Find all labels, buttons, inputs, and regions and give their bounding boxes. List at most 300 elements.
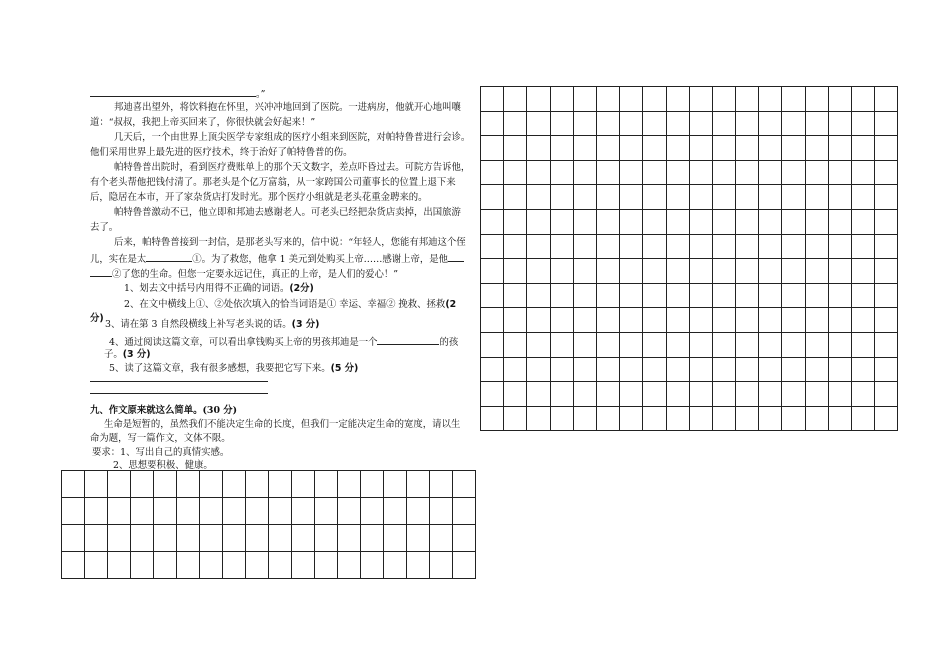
grid-cell[interactable] <box>384 552 407 579</box>
grid-cell[interactable] <box>573 185 596 210</box>
grid-cell[interactable] <box>62 471 85 498</box>
grid-cell[interactable] <box>828 185 851 210</box>
blank-2-start[interactable] <box>448 251 464 262</box>
grid-cell[interactable] <box>453 471 476 498</box>
grid-cell[interactable] <box>292 552 315 579</box>
grid-cell[interactable] <box>852 209 875 234</box>
grid-cell[interactable] <box>154 498 177 525</box>
grid-cell[interactable] <box>712 87 735 112</box>
grid-cell[interactable] <box>736 382 759 407</box>
grid-cell[interactable] <box>177 498 200 525</box>
grid-cell[interactable] <box>875 308 898 333</box>
grid-cell[interactable] <box>108 498 131 525</box>
grid-cell[interactable] <box>481 357 504 382</box>
grid-cell[interactable] <box>504 332 527 357</box>
grid-cell[interactable] <box>620 259 643 284</box>
grid-cell[interactable] <box>504 406 527 431</box>
grid-cell[interactable] <box>504 259 527 284</box>
grid-cell[interactable] <box>689 234 712 259</box>
grid-cell[interactable] <box>805 185 828 210</box>
grid-cell[interactable] <box>689 209 712 234</box>
grid-cell[interactable] <box>177 552 200 579</box>
grid-cell[interactable] <box>550 111 573 136</box>
grid-cell[interactable] <box>643 332 666 357</box>
blank-line[interactable] <box>90 86 256 97</box>
grid-cell[interactable] <box>689 259 712 284</box>
grid-cell[interactable] <box>875 185 898 210</box>
grid-cell[interactable] <box>596 185 619 210</box>
grid-cell[interactable] <box>620 406 643 431</box>
grid-cell[interactable] <box>361 498 384 525</box>
grid-cell[interactable] <box>689 406 712 431</box>
grid-cell[interactable] <box>852 185 875 210</box>
grid-cell[interactable] <box>573 406 596 431</box>
grid-cell[interactable] <box>852 160 875 185</box>
grid-cell[interactable] <box>527 160 550 185</box>
grid-cell[interactable] <box>481 332 504 357</box>
grid-cell[interactable] <box>361 552 384 579</box>
grid-cell[interactable] <box>643 160 666 185</box>
grid-cell[interactable] <box>666 382 689 407</box>
grid-cell[interactable] <box>759 87 782 112</box>
grid-cell[interactable] <box>782 234 805 259</box>
grid-cell[interactable] <box>759 209 782 234</box>
grid-cell[interactable] <box>712 136 735 161</box>
grid-cell[interactable] <box>736 357 759 382</box>
grid-cell[interactable] <box>712 234 735 259</box>
grid-cell[interactable] <box>550 185 573 210</box>
grid-cell[interactable] <box>269 498 292 525</box>
grid-cell[interactable] <box>550 259 573 284</box>
grid-cell[interactable] <box>596 283 619 308</box>
grid-cell[interactable] <box>712 185 735 210</box>
grid-cell[interactable] <box>712 209 735 234</box>
grid-cell[interactable] <box>759 283 782 308</box>
grid-cell[interactable] <box>481 308 504 333</box>
grid-cell[interactable] <box>504 357 527 382</box>
grid-cell[interactable] <box>573 209 596 234</box>
grid-cell[interactable] <box>666 87 689 112</box>
grid-cell[interactable] <box>852 283 875 308</box>
grid-cell[interactable] <box>759 357 782 382</box>
grid-cell[interactable] <box>782 185 805 210</box>
grid-cell[interactable] <box>620 185 643 210</box>
grid-cell[interactable] <box>361 471 384 498</box>
grid-cell[interactable] <box>805 406 828 431</box>
grid-cell[interactable] <box>712 160 735 185</box>
grid-cell[interactable] <box>315 471 338 498</box>
grid-cell[interactable] <box>573 87 596 112</box>
grid-cell[interactable] <box>805 259 828 284</box>
grid-cell[interactable] <box>223 552 246 579</box>
grid-cell[interactable] <box>852 111 875 136</box>
grid-cell[interactable] <box>504 283 527 308</box>
grid-cell[interactable] <box>643 406 666 431</box>
grid-cell[interactable] <box>407 471 430 498</box>
grid-cell[interactable] <box>666 332 689 357</box>
grid-cell[interactable] <box>596 209 619 234</box>
grid-cell[interactable] <box>573 259 596 284</box>
grid-cell[interactable] <box>131 471 154 498</box>
grid-cell[interactable] <box>269 471 292 498</box>
grid-cell[interactable] <box>620 357 643 382</box>
grid-cell[interactable] <box>62 552 85 579</box>
grid-cell[interactable] <box>292 498 315 525</box>
grid-cell[interactable] <box>200 471 223 498</box>
grid-cell[interactable] <box>828 308 851 333</box>
grid-cell[interactable] <box>315 552 338 579</box>
grid-cell[interactable] <box>689 332 712 357</box>
grid-cell[interactable] <box>430 525 453 552</box>
grid-cell[interactable] <box>712 332 735 357</box>
grid-cell[interactable] <box>828 357 851 382</box>
grid-cell[interactable] <box>108 471 131 498</box>
grid-cell[interactable] <box>782 160 805 185</box>
grid-cell[interactable] <box>736 283 759 308</box>
grid-cell[interactable] <box>643 259 666 284</box>
grid-cell[interactable] <box>805 382 828 407</box>
grid-cell[interactable] <box>805 332 828 357</box>
grid-cell[interactable] <box>573 308 596 333</box>
grid-cell[interactable] <box>108 552 131 579</box>
grid-cell[interactable] <box>736 111 759 136</box>
grid-cell[interactable] <box>689 160 712 185</box>
grid-cell[interactable] <box>782 357 805 382</box>
grid-cell[interactable] <box>736 234 759 259</box>
grid-cell[interactable] <box>620 209 643 234</box>
grid-cell[interactable] <box>596 357 619 382</box>
grid-cell[interactable] <box>782 136 805 161</box>
grid-cell[interactable] <box>689 185 712 210</box>
grid-cell[interactable] <box>712 283 735 308</box>
grid-cell[interactable] <box>338 552 361 579</box>
grid-cell[interactable] <box>527 185 550 210</box>
grid-cell[interactable] <box>223 498 246 525</box>
grid-cell[interactable] <box>759 332 782 357</box>
grid-cell[interactable] <box>573 234 596 259</box>
grid-cell[interactable] <box>527 357 550 382</box>
grid-cell[interactable] <box>875 406 898 431</box>
grid-cell[interactable] <box>527 209 550 234</box>
grid-cell[interactable] <box>805 111 828 136</box>
grid-cell[interactable] <box>852 308 875 333</box>
grid-cell[interactable] <box>430 471 453 498</box>
grid-cell[interactable] <box>782 87 805 112</box>
grid-cell[interactable] <box>736 160 759 185</box>
grid-cell[interactable] <box>852 382 875 407</box>
answer-line-2[interactable] <box>90 393 268 394</box>
writing-grid-left[interactable] <box>61 470 476 579</box>
grid-cell[interactable] <box>620 160 643 185</box>
grid-cell[interactable] <box>85 525 108 552</box>
grid-cell[interactable] <box>430 498 453 525</box>
grid-cell[interactable] <box>527 308 550 333</box>
grid-cell[interactable] <box>828 234 851 259</box>
grid-cell[interactable] <box>666 283 689 308</box>
grid-cell[interactable] <box>782 111 805 136</box>
grid-cell[interactable] <box>504 136 527 161</box>
grid-cell[interactable] <box>596 332 619 357</box>
grid-cell[interactable] <box>338 498 361 525</box>
grid-cell[interactable] <box>154 552 177 579</box>
grid-cell[interactable] <box>828 136 851 161</box>
grid-cell[interactable] <box>85 498 108 525</box>
grid-cell[interactable] <box>666 136 689 161</box>
grid-cell[interactable] <box>666 357 689 382</box>
grid-cell[interactable] <box>782 308 805 333</box>
grid-cell[interactable] <box>200 498 223 525</box>
grid-cell[interactable] <box>596 136 619 161</box>
grid-cell[interactable] <box>620 234 643 259</box>
grid-cell[interactable] <box>666 185 689 210</box>
grid-cell[interactable] <box>246 471 269 498</box>
grid-cell[interactable] <box>292 471 315 498</box>
grid-cell[interactable] <box>736 332 759 357</box>
grid-cell[interactable] <box>62 525 85 552</box>
grid-cell[interactable] <box>828 332 851 357</box>
grid-cell[interactable] <box>852 87 875 112</box>
grid-cell[interactable] <box>481 185 504 210</box>
grid-cell[interactable] <box>481 382 504 407</box>
answer-line-1[interactable] <box>90 381 268 382</box>
grid-cell[interactable] <box>759 308 782 333</box>
grid-cell[interactable] <box>504 160 527 185</box>
grid-cell[interactable] <box>852 357 875 382</box>
grid-cell[interactable] <box>453 498 476 525</box>
grid-cell[interactable] <box>805 136 828 161</box>
grid-cell[interactable] <box>712 357 735 382</box>
grid-cell[interactable] <box>481 87 504 112</box>
answer-line-quote[interactable] <box>90 86 265 101</box>
grid-cell[interactable] <box>481 259 504 284</box>
grid-cell[interactable] <box>550 209 573 234</box>
grid-cell[interactable] <box>666 234 689 259</box>
grid-cell[interactable] <box>875 87 898 112</box>
grid-cell[interactable] <box>527 259 550 284</box>
grid-cell[interactable] <box>223 471 246 498</box>
grid-cell[interactable] <box>504 87 527 112</box>
grid-cell[interactable] <box>875 234 898 259</box>
grid-cell[interactable] <box>782 259 805 284</box>
grid-cell[interactable] <box>527 87 550 112</box>
grid-cell[interactable] <box>852 136 875 161</box>
grid-cell[interactable] <box>292 525 315 552</box>
grid-cell[interactable] <box>643 283 666 308</box>
grid-cell[interactable] <box>689 87 712 112</box>
grid-cell[interactable] <box>852 332 875 357</box>
grid-cell[interactable] <box>504 382 527 407</box>
grid-cell[interactable] <box>875 111 898 136</box>
grid-cell[interactable] <box>453 525 476 552</box>
grid-cell[interactable] <box>407 498 430 525</box>
grid-cell[interactable] <box>620 382 643 407</box>
grid-cell[interactable] <box>828 283 851 308</box>
grid-cell[interactable] <box>200 525 223 552</box>
grid-cell[interactable] <box>527 136 550 161</box>
grid-cell[interactable] <box>481 283 504 308</box>
grid-cell[interactable] <box>620 111 643 136</box>
grid-cell[interactable] <box>481 234 504 259</box>
grid-cell[interactable] <box>666 209 689 234</box>
grid-cell[interactable] <box>828 209 851 234</box>
grid-cell[interactable] <box>736 308 759 333</box>
grid-cell[interactable] <box>689 357 712 382</box>
grid-cell[interactable] <box>550 87 573 112</box>
grid-cell[interactable] <box>828 382 851 407</box>
grid-cell[interactable] <box>481 209 504 234</box>
grid-cell[interactable] <box>643 209 666 234</box>
grid-cell[interactable] <box>805 357 828 382</box>
grid-cell[interactable] <box>430 552 453 579</box>
grid-cell[interactable] <box>315 498 338 525</box>
grid-cell[interactable] <box>643 382 666 407</box>
grid-cell[interactable] <box>736 209 759 234</box>
grid-cell[interactable] <box>596 382 619 407</box>
grid-cell[interactable] <box>504 185 527 210</box>
grid-cell[interactable] <box>736 259 759 284</box>
grid-cell[interactable] <box>782 332 805 357</box>
grid-cell[interactable] <box>269 552 292 579</box>
grid-cell[interactable] <box>712 406 735 431</box>
grid-cell[interactable] <box>875 382 898 407</box>
grid-cell[interactable] <box>504 308 527 333</box>
grid-cell[interactable] <box>108 525 131 552</box>
grid-cell[interactable] <box>759 259 782 284</box>
grid-cell[interactable] <box>131 498 154 525</box>
grid-cell[interactable] <box>177 471 200 498</box>
grid-cell[interactable] <box>407 525 430 552</box>
grid-cell[interactable] <box>666 406 689 431</box>
grid-cell[interactable] <box>805 234 828 259</box>
grid-cell[interactable] <box>246 552 269 579</box>
grid-cell[interactable] <box>736 406 759 431</box>
grid-cell[interactable] <box>852 259 875 284</box>
grid-cell[interactable] <box>759 234 782 259</box>
grid-cell[interactable] <box>689 111 712 136</box>
grid-cell[interactable] <box>481 160 504 185</box>
grid-cell[interactable] <box>828 87 851 112</box>
grid-cell[interactable] <box>620 136 643 161</box>
grid-cell[interactable] <box>689 308 712 333</box>
grid-cell[interactable] <box>828 259 851 284</box>
grid-cell[interactable] <box>666 160 689 185</box>
grid-cell[interactable] <box>805 87 828 112</box>
grid-cell[interactable] <box>154 471 177 498</box>
grid-cell[interactable] <box>875 357 898 382</box>
grid-cell[interactable] <box>666 111 689 136</box>
grid-cell[interactable] <box>643 111 666 136</box>
grid-cell[interactable] <box>527 332 550 357</box>
grid-cell[interactable] <box>759 406 782 431</box>
grid-cell[interactable] <box>620 308 643 333</box>
grid-cell[interactable] <box>550 308 573 333</box>
grid-cell[interactable] <box>759 111 782 136</box>
grid-cell[interactable] <box>384 471 407 498</box>
grid-cell[interactable] <box>573 111 596 136</box>
grid-cell[interactable] <box>177 525 200 552</box>
grid-cell[interactable] <box>573 332 596 357</box>
grid-cell[interactable] <box>828 111 851 136</box>
grid-cell[interactable] <box>573 136 596 161</box>
grid-cell[interactable] <box>596 87 619 112</box>
grid-cell[interactable] <box>596 406 619 431</box>
grid-cell[interactable] <box>805 283 828 308</box>
grid-cell[interactable] <box>338 525 361 552</box>
grid-cell[interactable] <box>200 552 223 579</box>
grid-cell[interactable] <box>596 308 619 333</box>
grid-cell[interactable] <box>550 160 573 185</box>
grid-cell[interactable] <box>643 185 666 210</box>
grid-cell[interactable] <box>269 525 292 552</box>
grid-cell[interactable] <box>573 160 596 185</box>
grid-cell[interactable] <box>828 406 851 431</box>
grid-cell[interactable] <box>573 357 596 382</box>
grid-cell[interactable] <box>246 525 269 552</box>
grid-cell[interactable] <box>573 283 596 308</box>
grid-cell[interactable] <box>315 525 338 552</box>
grid-cell[interactable] <box>338 471 361 498</box>
grid-cell[interactable] <box>407 552 430 579</box>
grid-cell[interactable] <box>643 234 666 259</box>
grid-cell[interactable] <box>504 234 527 259</box>
grid-cell[interactable] <box>481 406 504 431</box>
grid-cell[interactable] <box>712 382 735 407</box>
grid-cell[interactable] <box>689 283 712 308</box>
grid-cell[interactable] <box>596 111 619 136</box>
grid-cell[interactable] <box>620 283 643 308</box>
grid-cell[interactable] <box>550 357 573 382</box>
grid-cell[interactable] <box>384 498 407 525</box>
grid-cell[interactable] <box>453 552 476 579</box>
grid-cell[interactable] <box>875 209 898 234</box>
grid-cell[interactable] <box>481 111 504 136</box>
grid-cell[interactable] <box>154 525 177 552</box>
grid-cell[interactable] <box>805 209 828 234</box>
grid-cell[interactable] <box>131 552 154 579</box>
grid-cell[interactable] <box>759 136 782 161</box>
grid-cell[interactable] <box>643 87 666 112</box>
grid-cell[interactable] <box>596 234 619 259</box>
grid-cell[interactable] <box>527 234 550 259</box>
grid-cell[interactable] <box>666 308 689 333</box>
grid-cell[interactable] <box>782 283 805 308</box>
grid-cell[interactable] <box>527 382 550 407</box>
grid-cell[interactable] <box>223 525 246 552</box>
grid-cell[interactable] <box>689 136 712 161</box>
grid-cell[interactable] <box>736 136 759 161</box>
grid-cell[interactable] <box>782 209 805 234</box>
grid-cell[interactable] <box>805 160 828 185</box>
grid-cell[interactable] <box>481 136 504 161</box>
grid-cell[interactable] <box>504 111 527 136</box>
grid-cell[interactable] <box>875 259 898 284</box>
grid-cell[interactable] <box>550 283 573 308</box>
grid-cell[interactable] <box>828 160 851 185</box>
grid-cell[interactable] <box>689 382 712 407</box>
grid-cell[interactable] <box>361 525 384 552</box>
grid-cell[interactable] <box>805 308 828 333</box>
grid-cell[interactable] <box>131 525 154 552</box>
grid-cell[interactable] <box>875 332 898 357</box>
grid-cell[interactable] <box>85 471 108 498</box>
grid-cell[interactable] <box>527 283 550 308</box>
grid-cell[interactable] <box>550 332 573 357</box>
grid-cell[interactable] <box>550 406 573 431</box>
grid-cell[interactable] <box>712 111 735 136</box>
grid-cell[interactable] <box>736 87 759 112</box>
grid-cell[interactable] <box>550 136 573 161</box>
grid-cell[interactable] <box>62 498 85 525</box>
